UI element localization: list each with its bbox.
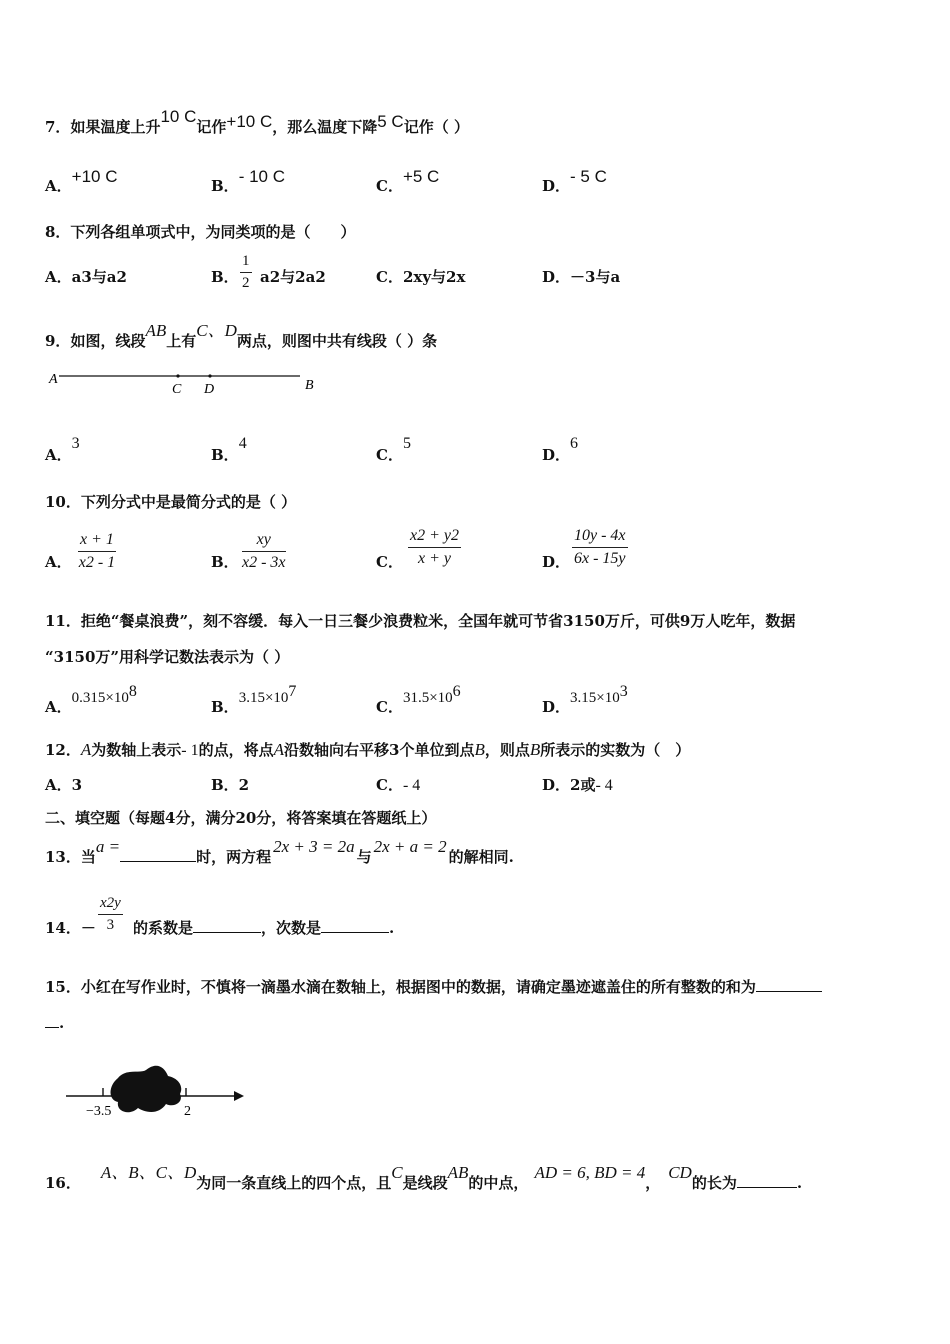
left-mark-label: −3.5 — [86, 1104, 112, 1119]
q12-line: 12．A为数轴上表示- 1的点，将点A沿数轴向右平移3个单位到点B，则点B所表示的实数为（ ） — [45, 740, 691, 759]
q10-line: 10．下列分式中是最简分式的是（ ） — [45, 493, 297, 511]
q13-answer-blank[interactable] — [120, 861, 196, 862]
section-2-heading: 二、填空题（每题4分，满分20分，将答案填在答题纸上） — [45, 809, 437, 827]
q16-answer-blank[interactable] — [737, 1187, 797, 1188]
q10-option-d-fraction: $\frac{10y - 4x}{6x - 15y}$ — [574, 527, 626, 567]
q9-option-a[interactable]: A．3 — [45, 435, 80, 464]
q16-line: 16．A、B、C、D为同一条直线上的四个点，且C是线段AB的中点，AD = 6, BD = 4，CD的长为 . — [45, 1163, 803, 1192]
q8-option-c[interactable]: C．2xy与2x — [376, 268, 466, 286]
q9-option-c[interactable]: C．5 — [376, 435, 411, 464]
q15-answer-blank[interactable] — [756, 991, 822, 992]
q15-line-1: 15．小红在写作业时，不慎将一滴墨水滴在数轴上，根据图中的数据，请确定墨迹遮盖住的所有整数的和为 — [45, 976, 822, 997]
q11-line-2: “3150万”用科学记数法表示为（ ） — [45, 648, 290, 666]
q8-option-b-value: a2与2a2 — [260, 268, 326, 286]
q11-option-a[interactable]: A．$0.315\times 10^8$ — [45, 683, 137, 716]
q10-option-c-fraction: $\frac{x2 + y2}{x + y}$ — [410, 527, 459, 567]
q9-option-b[interactable]: B．4 — [211, 435, 247, 464]
q10-option-b-fraction: $\frac{xy}{x2 - 3x}$ — [242, 531, 286, 571]
q15-line-2: . — [45, 1014, 64, 1032]
q8-option-b-fraction: $\frac{1}{2}$ — [242, 253, 250, 291]
q8-line: 8．下列各组单项式中，为同类项的是（ ） — [45, 223, 356, 241]
ink-blot — [111, 1066, 182, 1113]
q8-option-d[interactable]: D．－3与a — [542, 268, 621, 286]
q10-option-d-label[interactable]: D． — [542, 553, 571, 571]
q7-line: 7．如果温度上升10 C记作+10 C，那么温度下降5 C记作（ ） — [45, 107, 469, 136]
q11-option-b[interactable]: B．$3.15\times 10^7$ — [211, 683, 297, 716]
point-d-dot — [208, 374, 211, 377]
q12-option-a[interactable]: A．3 — [45, 776, 83, 794]
q7-option-c[interactable]: C．+5 C — [376, 167, 440, 195]
q14-fraction: $\frac{x2y}{3}$ — [100, 895, 121, 933]
point-d-label: D — [204, 382, 215, 397]
q10-option-a-fraction: $\frac{x + 1}{x2 - 1}$ — [78, 531, 116, 571]
q11-option-d[interactable]: D．$3.15\times 10^3$ — [542, 683, 628, 716]
q10-option-a-label[interactable]: A． — [45, 553, 72, 571]
q11-line-1: 11．拒绝“餐桌浪费”，刻不容缓．每入一日三餐少浪费粒米，全国年就可节省3150万斤，可供9万人吃年，数据 — [45, 612, 796, 630]
q7-option-d[interactable]: D．- 5 C — [542, 167, 607, 195]
q7-option-a[interactable]: A．+10 C — [45, 167, 118, 195]
point-b-label: B — [305, 378, 314, 393]
q9-option-d[interactable]: D．6 — [542, 435, 579, 464]
point-c-label: C — [172, 382, 182, 397]
arrow-head-icon — [234, 1091, 244, 1101]
q9-segment-figure — [45, 365, 325, 400]
q14-degree-blank[interactable] — [321, 932, 389, 933]
right-mark-label: 2 — [184, 1104, 191, 1119]
q15-number-line-figure — [60, 1060, 260, 1122]
q14-rest: 的系数是 ，次数是 . — [133, 919, 395, 937]
q14-coefficient-blank[interactable] — [193, 932, 261, 933]
q15-answer-blank-continued — [45, 1027, 59, 1028]
q7-option-b[interactable]: B．- 10 C — [211, 167, 285, 195]
q10-option-c-label[interactable]: C． — [376, 553, 403, 571]
point-a-label: A — [49, 372, 58, 387]
q12-option-c[interactable]: C．- 4 — [376, 776, 421, 794]
q8-option-a[interactable]: A．a3与a2 — [45, 268, 127, 286]
q11-option-c[interactable]: C．$31.5\times 10^6$ — [376, 683, 461, 716]
q13-line: 13．当a =时，两方程2x + 3 = 2a与2x + a = 2的解相同. — [45, 837, 514, 866]
q14-prefix: 14．－ — [45, 919, 96, 937]
q8-option-b-label[interactable]: B． — [211, 268, 239, 286]
point-c-dot — [176, 374, 179, 377]
q10-option-b-label[interactable]: B． — [211, 553, 239, 571]
q12-option-d[interactable]: D．2或- 4 — [542, 776, 613, 794]
q12-option-b[interactable]: B．2 — [211, 776, 250, 794]
q9-line: 9．如图，线段AB上有C、D两点，则图中共有线段（ ）条 — [45, 321, 438, 350]
